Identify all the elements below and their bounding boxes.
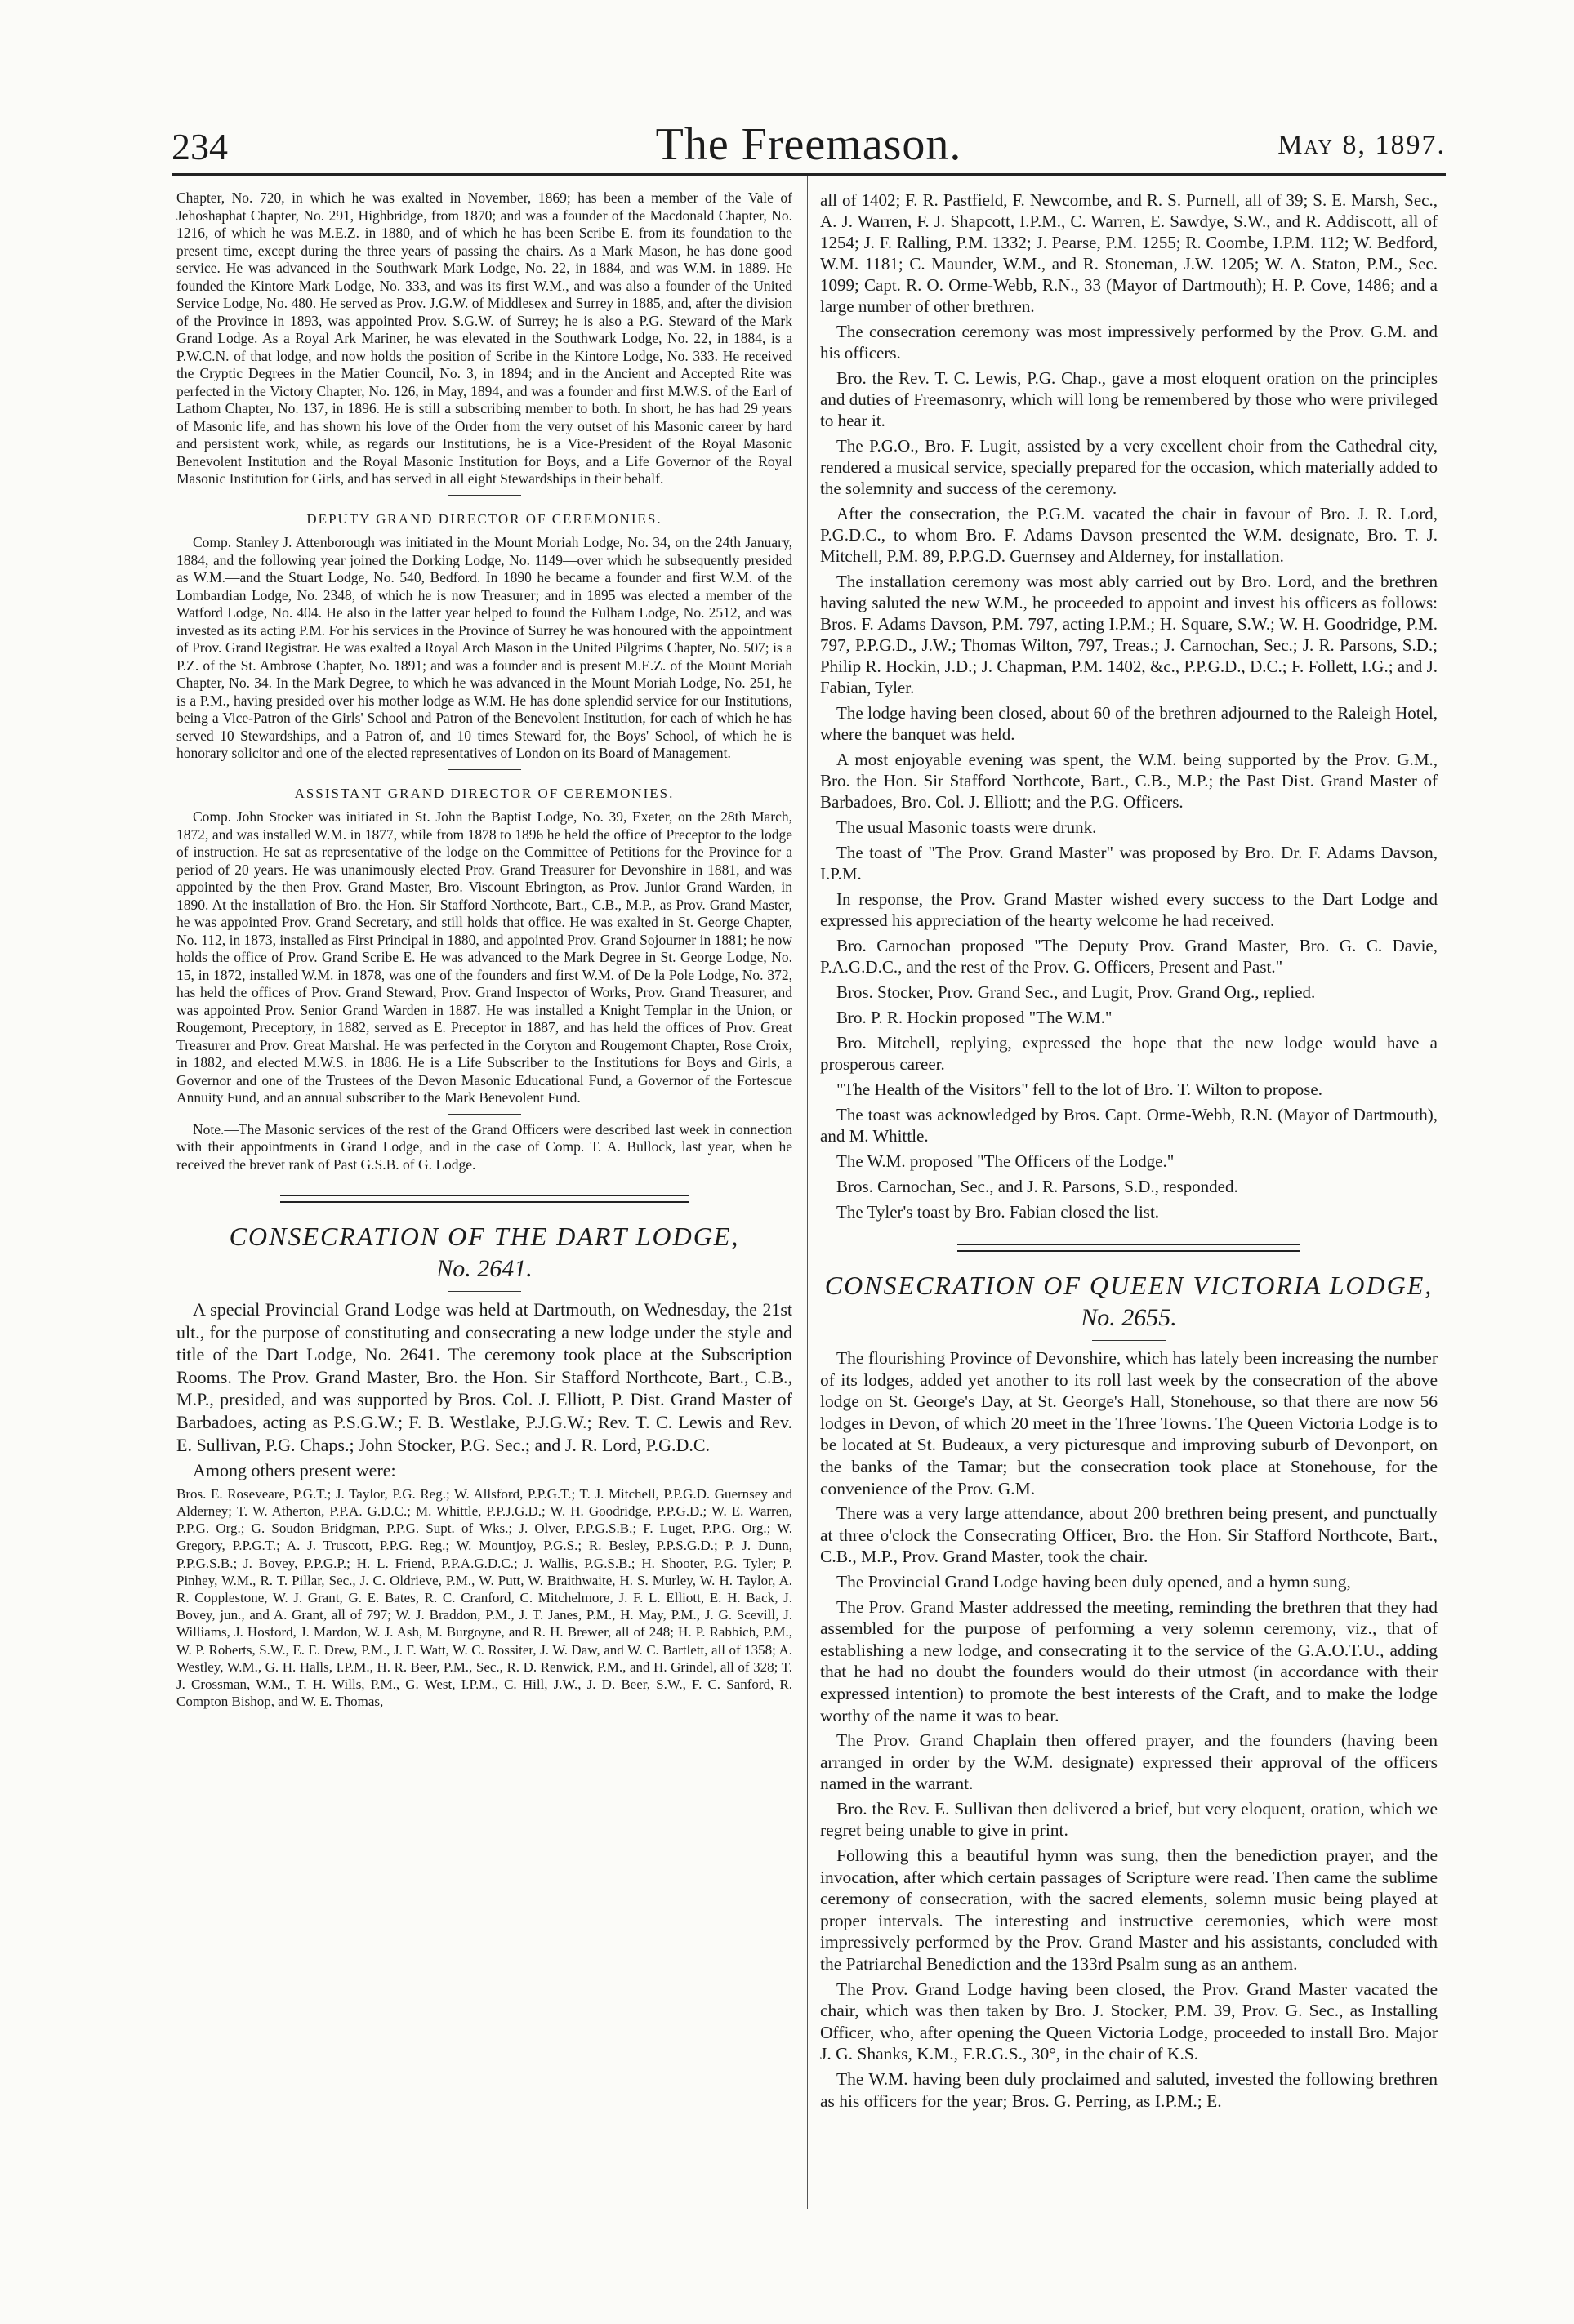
consecration-paragraph: Bro. the Rev. E. Sullivan then delivered a brief, but very eloquent, oration, which we regret being unable to give in print. xyxy=(820,1798,1438,1841)
section-rule xyxy=(1092,1340,1166,1341)
consecration-paragraph: The Prov. Grand Chaplain then offered prayer, and the founders (having been arranged in order by the W.M. designate) expressed their approval of the officers named in the warrant. xyxy=(820,1730,1438,1794)
report-paragraph: In response, the Prov. Grand Master wished every success to the Dart Lodge and expressed his appreciation of the hearty welcome he had received. xyxy=(820,889,1438,930)
biography-continued: Chapter, No. 720, in which he was exalted in November, 1869; has been a member of the Vale of Jehoshaphat Chapter, No. 291, Highbridge, from 1870; and was a founder of the Macdonald Chapter, No. 1216, of which he was M.E.Z. in 1880, and of which he has been Scribe E. from its foundation to the present time, except during the three years of passing the chairs. As a Mark Mason, he has done good service. He was advanced in the Southwark Mark Lodge, No. 22, in 1884, and was W.M. in 1889. He founded the Kintore Mark Lodge, No. 333, and was its first W.M., and was also a founder of the United Service Lodge, No. 480. He served as Prov. J.G.W. of Middlesex and Surrey in 1885, and, after the division of the Province in 1893, was appointed Prov. S.G.W. of Surrey; he is also a P.G. Steward of the Mark Grand Lodge. As a Royal Ark Mariner, he was elevated in the Southwark Lodge, No. 22, in 1884, is a P.W.C.N. of that lodge, and now holds the position of Scribe in the Kintore Lodge, No. 333. He received the Cryptic Degrees in the Matier Council, No. 3, in 1894; and in the Ancient and Accepted Rite was perfected in the Victory Chapter, No. 126, in May, 1894, and was a founder and first M.W.S. of the Earl of Lathom Chapter, No. 137, in 1896. He is still a subscribing member to both. In short, he has had 29 years of Masonic life, and has shown his love of the Order from the very outset of his Masonic career by hard and persistent work, while, as regards our Institutions, he is a Vice-President of the Royal Masonic Benevolent Institution and the Royal Masonic Institution for Boys, and a Life Governor of the Royal Masonic Institution for Girls, and has served in all eight Stewardships in their behalf. xyxy=(176,189,792,487)
report-paragraph: Bro. Mitchell, replying, expressed the hope that the new lodge would have a prosperous career. xyxy=(820,1033,1438,1074)
report-paragraph: The toast of "The Prov. Grand Master" was proposed by Bro. Dr. F. Adams Davson, I.P.M. xyxy=(820,843,1438,884)
left-column xyxy=(176,189,792,2215)
newspaper-title: The Freemason. xyxy=(655,119,962,170)
consecration-paragraph: The Prov. Grand Lodge having been closed, the Prov. Grand Master vacated the chair, which was then taken by Bro. J. Stocker, P.M. 39, Prov. G. Sec., as Installing Officer, who, after opening the Queen Victoria Lodge, proceeded to install Bro. Major J. G. Shanks, K.M., F.R.G.S., 30°, in the chair of K.S. xyxy=(820,1979,1438,2064)
queen-victoria-lodge-number: No. 2655. xyxy=(1081,1304,1177,1331)
report-paragraph: The P.G.O., Bro. F. Lugit, assisted by a very excellent choir from the Cathedral city, rendered a musical service, specially prepared for the occasion, which materially added to the solemnity and success of the ceremony. xyxy=(820,436,1438,498)
section-rule xyxy=(448,769,521,770)
masthead-rule xyxy=(172,173,1446,176)
report-paragraph: The usual Masonic toasts were drunk. xyxy=(836,817,1097,837)
among-others: Among others present were: xyxy=(193,1460,396,1481)
dart-lodge-title: CONSECRATION OF THE DART LODGE, xyxy=(229,1222,740,1251)
issue-date: May 8, 1897. xyxy=(1277,130,1446,160)
consecration-paragraph: The flourishing Province of Devonshire, which has lately been increasing the number of its lodges, added yet another to its roll last week by the consecration of the above lodge on St. George's Day, at St. George's Hall, Stonehouse, so that there are now 56 lodges in Devon, of which 20 meet in the Three Towns. The Queen Victoria Lodge is to be located at St. Budeaux, a very picturesque and improving suburb of Devonport, on the banks of the Tamar; but the consecration took place at Stonehouse, for the convenience of the Prov. G.M. xyxy=(820,1348,1438,1498)
assistant-director-text: Comp. John Stocker was initiated in St. John the Baptist Lodge, No. 39, Exeter, on the 28th March, 1872, and was installed W.M. in 1877, while from 1878 to 1896 he held the office of Preceptor to the lodge of instruction. He sat as representative of the lodge on the Committee of Petitions for the Province for a period of 20 years. He was unanimously elected Prov. Grand Treasurer for Devonshire in 1881, and was appointed by the then Prov. Grand Master, Bro. Viscount Ebrington, as Prov. Junior Grand Warden, in 1890. At the installation of Bro. the Hon. Sir Stafford Northcote, Bart., C.B., M.P., as Prov. Grand Master, he was appointed Prov. Grand Secretary, and still holds that office. He was exalted in St. George Chapter, No. 112, in 1873, installed as First Principal in 1880, and appointed Prov. Grand Sojourner in 1881; he now holds the office of Prov. Grand Scribe E. He was advanced to the Mark Degree in St. George Lodge, No. 15, in 1872, installed W.M. in 1878, was one of the founders and first W.M. of De la Pole Lodge, No. 372, has held the offices of Prov. Grand Steward, Prov. Grand Inspector of Works, Prov. Grand Treasurer, and was appointed Prov. Senior Grand Warden in 1887. He was installed a Knight Templar in the Union, or Rougemont, Preceptory, in 1882, served as E. Preceptor in 1887, and has held the offices of Prov. Great Treasurer and Prov. Great Marshal. He was perfected in the Coryton and Rougemont Chapter, Rose Croix, in 1882, and elected M.W.S. in 1886. He is a Life Subscriber to the Institutions for Boys and Girls, a Governor and one of the Trustees of the Devon Masonic Educational Fund, a Governor of the Fortescue Annuity Fund, and an annual subscriber to the Mark Benevolent Fund. xyxy=(176,808,792,1106)
consecration-paragraph: There was a very large attendance, about 200 brethren being present, and punctually at three o'clock the Consecrating Officer, Bro. the Hon. Sir Stafford Northcote, Bart., C.B., M.P., Prov. Grand Master, took the chair. xyxy=(820,1503,1438,1567)
report-paragraph: Bros. Carnochan, Sec., and J. R. Parsons, S.D., responded. xyxy=(836,1177,1238,1196)
dart-lodge-text: A special Provincial Grand Lodge was held at Dartmouth, on Wednesday, the 21st ult., for the purpose of constituting and consecrating a new lodge under the style and title of the Dart Lodge, No. 2641. The ceremony took place at the Subscription Rooms. The Prov. Grand Master, Bro. the Hon. Sir Stafford Northcote, Bart., C.B., M.P., presided, and was supported by Bros. Col. J. Elliott, P. Dist. Grand Master of Barbadoes, acting as P.S.G.W.; F. B. Westlake, P.J.G.W.; Rev. T. C. Lewis and Rev. E. Sullivan, P.G. Chaps.; John Stocker, P.G. Sec.; and J. R. Lord, P.G.D.C. xyxy=(176,1299,792,1455)
report-paragraph: Bro. the Rev. T. C. Lewis, P.G. Chap., gave a most eloquent oration on the principles and duties of Freemasonry, which will long be remembered by those who were privileged to hear it. xyxy=(820,368,1438,430)
masthead xyxy=(172,118,1446,176)
deputy-director-text: Comp. Stanley J. Attenborough was initiated in the Mount Moriah Lodge, No. 34, on the 24th January, 1884, and the following year joined the Dorking Lodge, No. 1149—over which he subsequently presided as W.M.—and the Stuart Lodge, No. 540, Bedford. In 1890 he became a founder and first W.M. of the Lombardian Lodge, No. 2348, of which he is now Treasurer; and in 1895 was elected a member of the Watford Lodge, No. 404. He also in the latter year helped to found the Fulham Lodge, No. 2512, and was invested as its acting P.M. For his services in the Province of Surrey he was honoured with the appointment of Prov. Grand Registrar. He was exalted a Royal Arch Mason in the United Pilgrims Chapter, No. 507; is a P.Z. of the St. Ambrose Chapter, No. 1891; and was a founder and is present M.E.Z. of the Mount Moriah Chapter, No. 34. In the Mark Degree, to which he was advanced in the Mount Moriah Lodge, No. 251, he is a P.M., having presided over his mother lodge as W.M. He has done splendid service for our Institutions, being a Vice-Patron of the Girls' School and Patron of the Benevolent Institution, for each of which he has served 10 Stewardships, and a Patron of, and 10 times Steward for, the Boys' School, of which he is honorary solicitor and one of the elected representatives of London on its Board of Management. xyxy=(176,534,792,761)
article-divider xyxy=(280,1195,689,1203)
section-rule xyxy=(448,1291,521,1292)
page-number: 234 xyxy=(172,126,228,167)
queen-victoria-lodge-title: CONSECRATION OF QUEEN VICTORIA LODGE, xyxy=(824,1271,1434,1300)
deputy-director-heading: DEPUTY GRAND DIRECTOR OF CEREMONIES. xyxy=(306,510,662,527)
article-divider xyxy=(957,1244,1300,1252)
report-paragraph: The lodge having been closed, about 60 of the brethren adjourned to the Raleigh Hotel, where the banquet was held. xyxy=(820,703,1438,744)
assistant-director-heading: ASSISTANT GRAND DIRECTOR OF CEREMONIES. xyxy=(294,785,675,801)
report-paragraph: The Tyler's toast by Bro. Fabian closed the list. xyxy=(836,1202,1160,1222)
report-paragraph: After the consecration, the P.G.M. vacated the chair in favour of Bro. J. R. Lord, P.G.D.C., to whom Bro. F. Adams Davson presented the W.M. designate, Bro. T. J. Mitchell, P.M. 89, P.P.G.D. Guernsey and Alderney, for installation. xyxy=(820,504,1438,566)
report-paragraph: The W.M. proposed "The Officers of the Lodge." xyxy=(836,1151,1175,1171)
report-paragraph: A most enjoyable evening was spent, the W.M. being supported by the Prov. G.M., Bro. the Hon. Sir Stafford Northcote, Bart., C.B., M.P.; the Past Dist. Grand Master of Barbadoes, Bro. Col. J. Elliott; and the P.G. Officers. xyxy=(820,750,1438,812)
report-paragraph: Bro. P. R. Hockin proposed "The W.M." xyxy=(836,1008,1113,1027)
report-paragraph: "The Health of the Visitors" fell to the lot of Bro. T. Wilton to propose. xyxy=(836,1080,1322,1099)
attendee-list: Bros. E. Roseveare, P.G.T.; J. Taylor, P.G. Reg.; W. Allsford, P.P.G.T.; T. J. Mitchell, P.P.G.D. Guernsey and Alderney; T. W. Atherton, P.P.A. G.D.C.; M. Whittle, P.P.J.G.D.; W. H. Goodridge, P.P.G.D.; W. E. Warren, P.P.G. Org.; G. Soudon Bridgman, P.P.G. Supt. of Wks.; J. Olver, P.P.G.S.B.; F. Luget, P.P.G. Org.; W. Gregory, P.P.G.T.; A. J. Truscott, P.P.G. Reg.; W. Mountjoy, P.G.S.; R. Besley, P.P.S.G.D.; P. J. Dunn, P.P.G.S.B.; J. Bovey, P.P.G.P.; H. L. Friend, P.P.A.G.D.C.; J. Wallis, P.G.S.B.; H. Shooter, P.G. Tyler; P. Pinhey, W.M., R. T. Pillar, Sec., J. C. Oldrieve, P.M., W. Putt, W. Braithwaite, H. S. Murley, W. H. Taylor, A. R. Copplestone, W. J. Grant, G. E. Bates, R. C. Cranford, C. Mitchelmore, J. F. L. Elliott, E. H. Back, J. Bovey, jun., and A. Grant, all of 797; W. J. Braddon, P.M., J. T. Janes, P.M., H. May, P.M., J. G. Scevill, J. Williams, J. Hosford, J. Mardon, W. J. Ash, M. Burgoyne, and R. H. Brewer, all of 248; H. P. Rabbich, P.M., W. P. Roberts, S.W., E. E. Drew, P.M., J. F. Watt, W. C. Rossiter, J. W. Daw, and W. C. Bartlett, all of 1358; A. Westley, W.M., G. H. Halls, I.P.M., H. R. Beer, P.M., Sec., R. D. Renwick, P.M., and H. Grindel, all of 328; T. J. Crossman, W.M., T. H. Wills, P.M., G. West, I.P.M., C. Hill, J.W., J. D. Beer, S.W., F. C. Sanford, R. Compton Bishop, and W. E. Thomas, xyxy=(176,1485,792,1710)
report-paragraph: The toast was acknowledged by Bros. Capt. Orme-Webb, R.N. (Mayor of Dartmouth), and M. Whittle. xyxy=(820,1105,1438,1146)
note-paragraph: Note.—The Masonic services of the rest of the Grand Officers were described last week in connection with their appointments in Grand Lodge, and in the case of Comp. T. A. Bullock, last year, when he received the brevet rank of Past G.S.B. of G. Lodge. xyxy=(176,1120,792,1173)
section-rule xyxy=(448,1114,521,1115)
report-paragraph: Bros. Stocker, Prov. Grand Sec., and Lugit, Prov. Grand Org., replied. xyxy=(836,982,1316,1002)
consecration-paragraph: The Prov. Grand Master addressed the meeting, reminding the brethren that they had assembled for the purpose of performing a very solemn ceremony, viz., that of establishing a new lodge, and consecrating it to the service of the G.A.O.T.U., adding that he had no doubt the founders would do their utmost (in accordance with their expressed intention) to promote the best interests of the Craft, and to make the lodge worthy of the name it was to bear. xyxy=(820,1596,1438,1725)
consecration-paragraph: Following this a beautiful hymn was sung, then the benediction prayer, and the invocation, after which certain passages of Scripture were read. Then came the sublime ceremony of consecration, with the sacred elements, solemn music being played at proper intervals. The interesting and instructive ceremonies, which were most impressively performed by the Prov. Grand Master and his assistants, concluded with the Patriarchal Benediction and the 133rd Psalm sung as an anthem. xyxy=(820,1845,1438,1975)
section-rule xyxy=(448,495,521,496)
consecration-paragraph: The Provincial Grand Lodge having been duly opened, and a hymn sung, xyxy=(836,1571,1351,1592)
column-divider xyxy=(807,176,808,2209)
dart-lodge-number: No. 2641. xyxy=(436,1255,533,1282)
report-paragraph: The consecration ceremony was most impressively performed by the Prov. G.M. and his officers. xyxy=(820,322,1438,363)
consecration-paragraph: The W.M. having been duly proclaimed and saluted, invested the following brethren as his officers for the year; Bros. G. Perring, as I.P.M.; E. xyxy=(820,2069,1438,2111)
attendee-list-continued: all of 1402; F. R. Pastfield, F. Newcombe, and R. S. Purnell, all of 39; S. E. Marsh, Sec., A. J. Warren, F. J. Shapcott, I.P.M., C. Warren, E. Sawdye, S.W., and R. Addiscott, all of 1254; J. F. Ralling, P.M. 1332; J. Pearse, P.M. 1255; R. Coombe, I.P.M. 112; W. Bedford, W.M. 1181; C. Maunder, W.M., and R. Stoneman, J.W. 1205; W. A. Staton, P.M., Sec. 1099; Capt. R. O. Orme-Webb, R.N., 33 (Mayor of Dartmouth); H. P. Cove, 1486; and a large number of other brethren. xyxy=(820,190,1438,316)
report-paragraph: The installation ceremony was most ably carried out by Bro. Lord, and the brethren having saluted the new W.M., he proceeded to appoint and invest his officers as follows: Bros. F. Adams Davson, P.M. 797, acting I.P.M.; H. Square, S.W.; W. H. Goodridge, P.M. 797, P.P.G.D., J.W.; Thomas Wilton, 797, Treas.; J. Carnochan, Sec.; J. R. Parsons, S.D.; Philip R. Hockin, J.D.; J. Chapman, P.M. 1402, &c., P.P.G.D., D.C.; F. Follett, I.G.; and J. Fabian, Tyler. xyxy=(820,572,1438,697)
report-paragraph: Bro. Carnochan proposed "The Deputy Prov. Grand Master, Bro. G. C. Davie, P.A.G.D.C., and the rest of the Prov. G. Officers, Present and Past." xyxy=(820,936,1438,977)
right-column xyxy=(820,189,1438,2215)
